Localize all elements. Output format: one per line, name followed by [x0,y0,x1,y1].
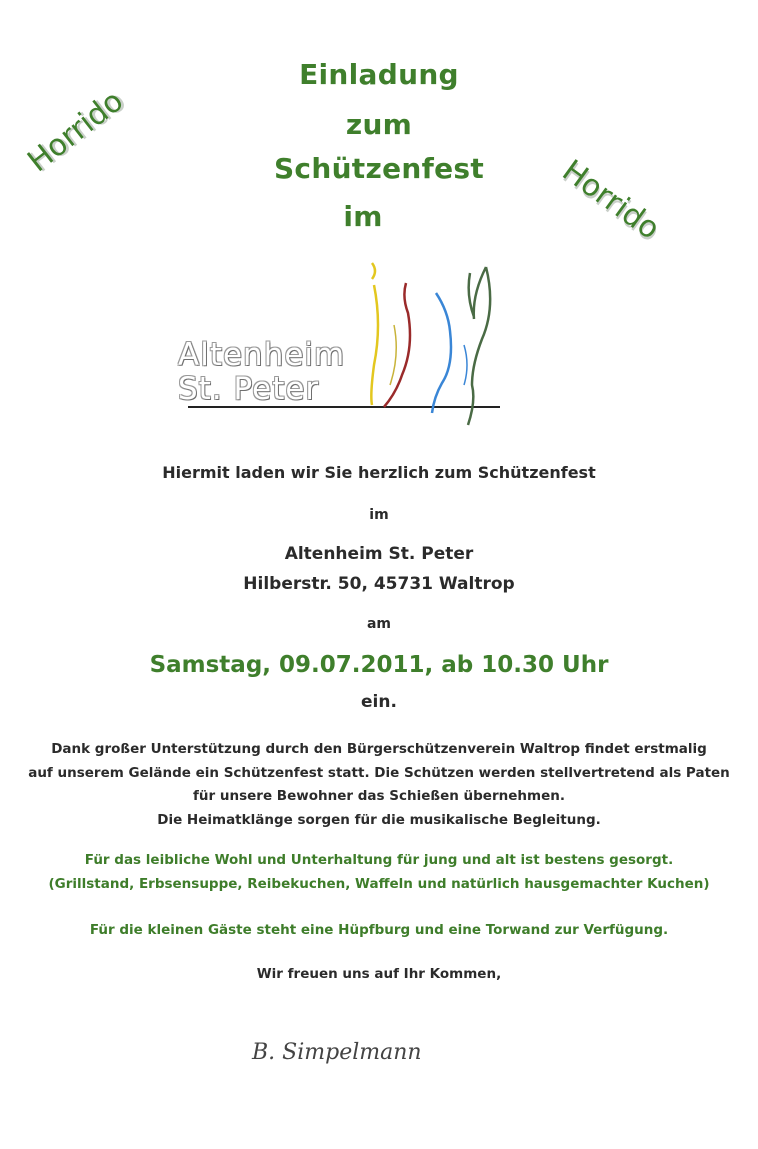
horrido-left-text: Horrido [21,83,131,180]
venue-address: Hilberstr. 50, 45731 Waltrop [243,574,515,594]
paragraph-line: Für das leibliche Wohl und Unterhaltung für jung und alt ist bestens gesorgt. [84,852,674,868]
paragraph-line: Dank großer Unterstützung durch den Bürgerschützenverein Waltrop findet erstmalig [51,741,707,757]
horrido-right-text: Horrido [555,153,666,247]
logo-figure-red [384,283,410,407]
signature: B. Simpelmann [252,1040,422,1065]
title-line-einladung: Einladung [299,58,459,91]
paragraph-catering [0,849,758,896]
invitation-intro: Hiermit laden wir Sie herzlich zum Schützenfest [162,463,596,482]
logo-figure-yellow [371,263,378,405]
logo-text-st-peter: St. Peter [178,371,320,407]
logo-altenheim-st-peter [168,255,518,435]
paragraph-line: (Grillstand, Erbsensuppe, Reibekuchen, Waffeln und natürlich hausgemachter Kuchen) [48,875,710,892]
title-line-schuetzenfest: Schützenfest [273,152,485,185]
invitation-ein: ein. [361,692,397,712]
paragraph-line: für unsere Bewohner das Schießen übernehmen. [193,788,565,804]
title-line-im: im [343,200,383,233]
invitation-am: am [366,616,392,632]
paragraph-line: auf unserem Gelände ein Schützenfest statt. Die Schützen werden stellvertretend als Paten [28,764,730,781]
logo-figure-blue [432,293,451,413]
paragraph-kids: Für die kleinen Gäste steht eine Hüpfburg und eine Torwand zur Verfügung. [89,922,669,938]
event-date-time: Samstag, 09.07.2011, ab 10.30 Uhr [149,652,609,678]
title-line-zum: zum [345,108,413,141]
paragraph-sponsorship [0,738,758,832]
paragraph-line: Die Heimatklänge sorgen für die musikalische Begleitung. [157,811,601,828]
invitation-im: im [369,507,389,523]
venue-name: Altenheim St. Peter [284,544,474,564]
logo-text-altenheim: Altenheim [178,337,346,373]
closing-line: Wir freuen uns auf Ihr Kommen, [256,966,502,982]
logo-figure-green [468,267,490,425]
